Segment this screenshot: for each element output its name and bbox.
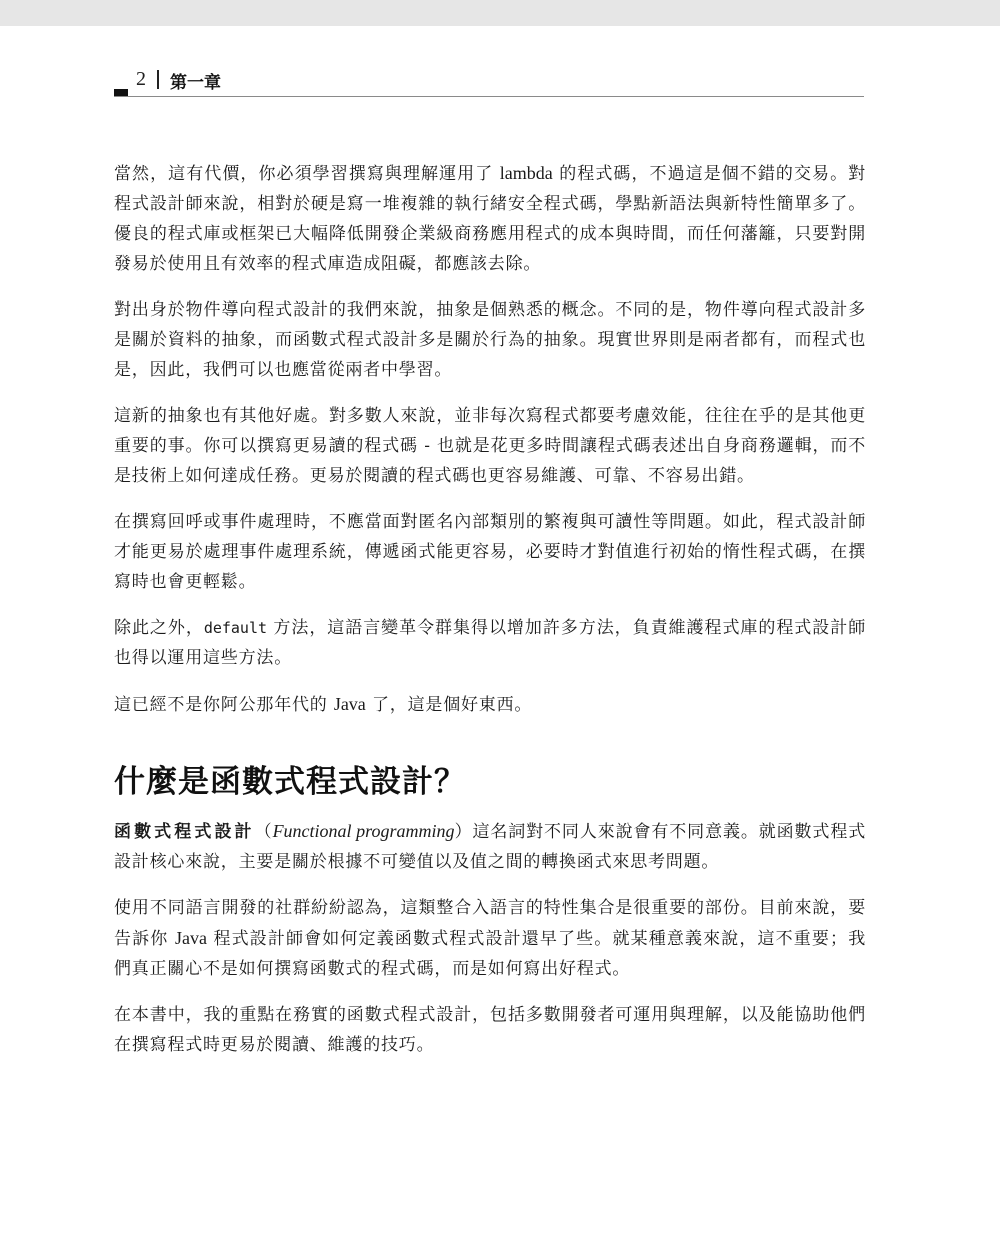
section-paragraph-2 (114, 893, 866, 984)
paragraph-3: 這新的抽象也有其他好處。對多數人來說，並非每次寫程式都要考慮效能，往往在乎的是其他更重要的事。你可以撰寫更易讀的程式碼 - 也就是花更多時間讓程式碼表述出自身商務邏輯，而不是技術上如何達成任務。更易於閱讀的程式碼也更容易維護、可靠、不容易出錯。 (114, 406, 866, 486)
top-band (0, 0, 1000, 26)
inline-term-lambda: lambda (499, 163, 553, 183)
chapter-title: 第一章 (170, 73, 221, 93)
section-paragraph-1 (114, 816, 866, 877)
paragraph-text: （ (254, 822, 273, 842)
paragraph-text: 程式設計師會如何定義函數式程式設計還早了些。就某種意義來說，這不重要；我們真正關心不是如何撰寫函數式的程式碼，而是如何寫出好程式。 (114, 929, 866, 979)
paragraph-4: 在撰寫回呼或事件處理時，不應當面對匿名內部類別的繁複與可讀性等問題。如此，程式設計師才能更易於處理事件處理系統，傳遞函式能更容易，必要時才對值進行初始的惰性程式碼，在撰寫時也會更輕鬆。 (114, 512, 866, 592)
paragraph-text: 這已經不是你阿公那年代的 (114, 695, 334, 715)
header-divider (157, 70, 159, 89)
english-term: Functional programming (272, 821, 455, 841)
page-number: 2 (136, 68, 146, 90)
paragraph-text: 使用不同語言開發的社群紛紛認為，這類整合入語言的特性集合是很重要的部份。目前來說，要告訴你 (114, 898, 866, 949)
paragraph-text: 當然，這有代價，你必須學習撰寫與理解運用了 (114, 164, 500, 184)
paragraph-1 (114, 158, 866, 279)
paragraph-2: 對出身於物件導向程式設計的我們來說，抽象是個熟悉的概念。不同的是，物件導向程式設計多是關於資料的抽象，而函數式程式設計多是關於行為的抽象。現實世界則是兩者都有，而程式也是，因此，我們可以也應當從兩者中學習。 (114, 300, 866, 380)
inline-code-default: default (203, 619, 268, 637)
paragraph-text: 的程式碼，不過這是個不錯的交易。對程式設計師來說，相對於硬是寫一堆複雜的執行緒安全程式碼，學點新語法與新特性簡單多了。優良的程式庫或框架已大幅降低開發企業級商務應用程式的成本與時間，而任何藩籬，只要對開發易於使用且有效率的程式庫造成阻礙，都應該去除。 (114, 164, 866, 274)
paragraph-text: 方法，這語言變革令群集得以增加許多方法，負責維護程式庫的程式設計師也得以運用這些方法。 (114, 618, 866, 668)
running-header (114, 64, 864, 97)
paragraph-text: ）這名詞對不同人來說會有不同意義。就函數式程式設計核心來說，主要是關於根據不可變值以及值之間的轉換函式來思考問題。 (114, 822, 867, 872)
paragraph-6 (114, 689, 866, 720)
paragraph-text: 除此之外， (114, 618, 204, 638)
inline-term-java: Java (174, 928, 207, 948)
paragraph-text: 了，這是個好東西。 (365, 695, 533, 715)
section-paragraph-3: 在本書中，我的重點在務實的函數式程式設計，包括多數開發者可運用與理解，以及能協助他們在撰寫程式時更易於閱讀、維護的技巧。 (114, 1005, 866, 1055)
header-mark (114, 89, 128, 96)
page-body (114, 158, 866, 1076)
section-heading: 什麼是函數式程式設計？ (114, 764, 466, 800)
paragraph-5 (114, 613, 866, 673)
inline-term-java: Java (333, 694, 366, 714)
defined-term: 函數式程式設計 (114, 822, 255, 842)
